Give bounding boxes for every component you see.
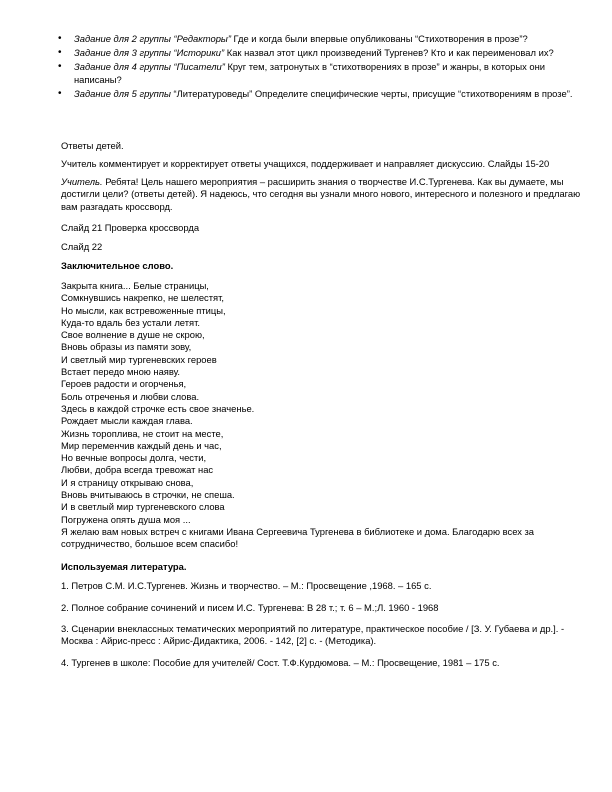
poem-line: Куда-то вдаль без устали летят. bbox=[61, 316, 200, 328]
bullet-icon: • bbox=[58, 61, 62, 73]
poem-line: Любви, добра всегда тревожат нас bbox=[61, 464, 214, 476]
task-text: “Литературоведы” Определите специфические черты, присущие “стихотворениям в прозе”. bbox=[170, 88, 573, 100]
poem-line: Вновь вчитываюсь в строчки, не спеша. bbox=[61, 489, 235, 501]
slide-21-paragraph: Слайд 21 Проверка кроссворда bbox=[61, 222, 200, 233]
teacher-text: Ребята! Цель нашего мероприятия – расширить знания о творчестве И.С.Тургенева. Как вы думаете, мы достигли цели? (ответы детей). Я надеюсь, что сегодня вы узнали много нового, интересного и полезного и предлагаю вам разгадать кроссворд. bbox=[61, 176, 581, 212]
poem-line: Но вечные вопросы долга, чести, bbox=[61, 452, 207, 464]
poem-line: Погружена опять душа моя ... bbox=[61, 513, 191, 525]
task-label: Задание для 4 группы “Писатели” bbox=[74, 61, 225, 73]
poem-line: И светлый мир тургеневских героев bbox=[61, 353, 217, 365]
task-list bbox=[56, 33, 576, 102]
poem-line: Свое волнение в душе не скрою, bbox=[61, 329, 205, 341]
literature-item: 1. Петров С.М. И.С.Тургенев. Жизнь и творчество. – М.: Просвещение ,1968. – 165 с. bbox=[61, 580, 432, 591]
poem-line: Встает передо мною наяву. bbox=[61, 366, 181, 378]
task-text: Как назвал этот цикл произведений Тургенев? Кто и как переименовал их? bbox=[224, 47, 554, 59]
literature-item: 2. Полное собрание сочинений и писем И.С. Тургенева: В 28 т.; т. 6 – М.;Л. 1960 - 1968 bbox=[61, 602, 439, 613]
answers-paragraph: Ответы детей. bbox=[61, 140, 124, 151]
poem bbox=[61, 280, 581, 526]
literature-item: 3. Сценарии внеклассных тематических мероприятий по литературе, практическое пособие / [З. У. Губаева и др.]. - Москва : Айрис-пресс : Айрис-Дидактика, 2006. - 142, [2] с. - (Методика). bbox=[61, 623, 565, 647]
slide-22-paragraph: Слайд 22 bbox=[61, 241, 103, 252]
poem-line: Боль отреченья и любви слова. bbox=[61, 390, 200, 402]
bullet-icon: • bbox=[58, 47, 62, 59]
poem-line: Вновь образы из памяти зову, bbox=[61, 341, 192, 353]
poem-line: И в светлый мир тургеневского слова bbox=[61, 501, 225, 513]
task-label: Задание для 3 группы “Историки” bbox=[74, 47, 225, 59]
list-item bbox=[56, 47, 576, 59]
teacher-speech-paragraph bbox=[61, 176, 581, 213]
literature-item: 4. Тургенев в школе: Пособие для учителей/ Сост. Т.Ф.Курдюмова. – М.: Просвещение, 1981 – 175 с. bbox=[61, 657, 500, 668]
poem-line: И я страницу открываю снова, bbox=[61, 476, 194, 488]
final-word-heading: Заключительное слово. bbox=[61, 260, 174, 271]
poem-line: Жизнь тороплива, не стоит на месте, bbox=[61, 427, 224, 439]
poem-line: Закрыта книга... Белые страницы, bbox=[61, 280, 209, 291]
poem-line: Мир переменчив каждый день и час, bbox=[61, 439, 222, 451]
teacher-label: Учитель. bbox=[61, 176, 103, 187]
list-item bbox=[56, 33, 576, 45]
list-item bbox=[56, 88, 576, 100]
poem-line: Рождает мысли каждая глава. bbox=[61, 415, 193, 427]
poem-line: Героев радости и огорченья, bbox=[61, 378, 187, 390]
bullet-icon: • bbox=[58, 88, 62, 100]
bullet-icon: • bbox=[58, 33, 62, 44]
poem-line: Но мысли, как встревоженные птицы, bbox=[61, 304, 226, 316]
closing-paragraph: Я желаю вам новых встреч с книгами Ивана Сергеевича Тургенева в библиотеке и дома. Благодарю всех за сотрудничество, большое всем спасибо! bbox=[61, 526, 535, 550]
poem-line: Здесь в каждой строчке есть свое значенье. bbox=[61, 402, 255, 414]
task-text: Круг тем, затронутых в “стихотворениях в прозе” и жанры, в которых они написаны? bbox=[74, 61, 545, 85]
task-text: Где и когда были впервые опубликованы “Стихотворения в прозе”? bbox=[230, 33, 528, 44]
task-label: Задание для 5 группы bbox=[74, 88, 171, 100]
task-label: Задание для 2 группы “Редакторы” bbox=[74, 33, 231, 44]
list-item bbox=[56, 61, 576, 86]
teacher-comment-paragraph: Учитель комментирует и корректирует ответы учащихся, поддерживает и направляет дискуссию. Слайды 15-20 bbox=[61, 158, 550, 169]
literature-heading: Используемая литература. bbox=[61, 561, 187, 572]
poem-line: Сомкнувшись накрепко, не шелестят, bbox=[61, 292, 224, 304]
